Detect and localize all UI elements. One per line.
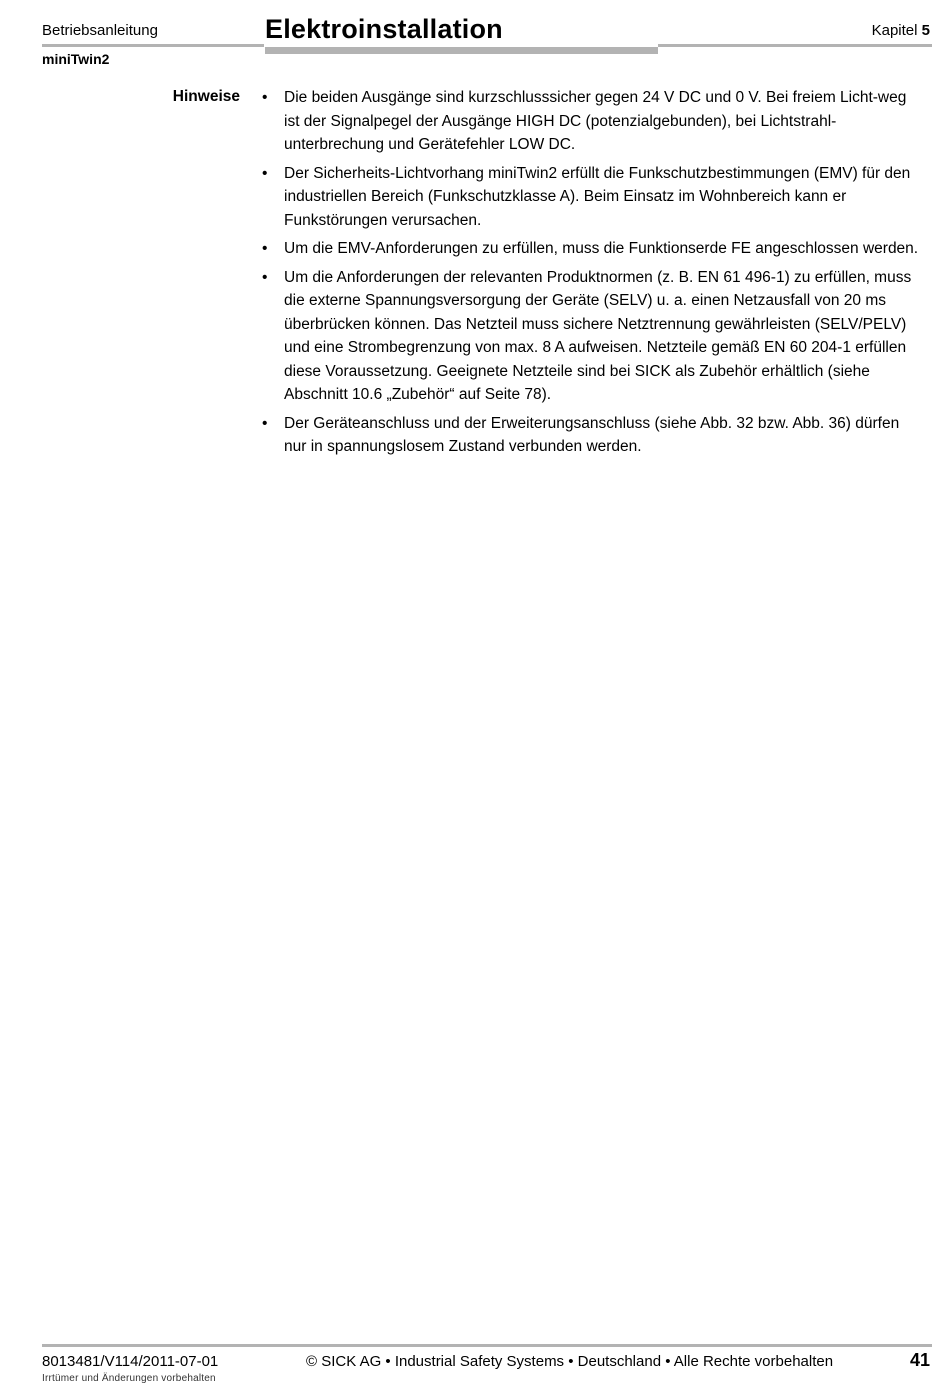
notes-list <box>262 86 922 464</box>
note-text: Um die EMV-Anforderungen zu erfüllen, muss die Funktionserde FE angeschlossen werden. <box>284 240 919 257</box>
note-text: Der Geräteanschluss und der Erweiterungsanschluss (siehe Abb. 32 bzw. Abb. 36) dürfen nur in spannungslosem Zustand verbunden werden. <box>284 414 900 455</box>
bullet-icon: • <box>262 268 268 286</box>
note-text: Der Sicherheits-Lichtvorhang miniTwin2 erfüllt die Funkschutzbestimmungen (EMV) für den industriellen Bereich (Funkschutzklasse A). Beim Einsatz im Wohnbereich kann er Funkstörungen verursachen. <box>284 164 911 229</box>
header-rule-left <box>42 44 264 47</box>
copyright: © SICK AG • Industrial Safety Systems • Deutschland • Alle Rechte vorbehalten <box>306 1353 834 1370</box>
disclaimer: Irrtümer und Änderungen vorbehalten <box>42 1373 216 1384</box>
bullet-icon: • <box>262 240 268 257</box>
document-number: 8013481/V114/2011-07-01 <box>42 1353 219 1370</box>
header-rule-title <box>265 47 658 54</box>
bullet-icon: • <box>262 89 268 106</box>
note-text: Die beiden Ausgänge sind kurzschlusssicher gegen 24 V DC und 0 V. Bei freiem Licht-weg ist der Signalpegel der Ausgänge HIGH DC (potenzialgebunden), bei Lichtstrahl-unterbrechung und Gerätefehler LOW DC. <box>284 89 907 153</box>
page-number: 41 <box>909 1350 930 1370</box>
list-item <box>262 237 922 261</box>
footer-rule <box>42 1344 932 1347</box>
list-item <box>262 266 922 407</box>
list-item <box>262 86 922 157</box>
product-name: miniTwin2 <box>42 51 110 67</box>
bullet-icon: • <box>262 164 268 182</box>
list-item <box>262 162 922 233</box>
side-label: Hinweise <box>172 88 240 105</box>
header-rule-right <box>658 44 932 47</box>
doc-type: Betriebsanleitung <box>42 22 158 39</box>
page-title: Elektroinstallation <box>265 14 503 44</box>
note-text: Um die Anforderungen der relevanten Produktnormen (z. B. EN 61 496-1) zu erfüllen, muss die externe Spannungsversorgung der Geräte (SELV) u. a. einen Netzausfall von 20 ms überbrücken können. Das Netzteil muss sichere Netztrennung gewährleisten (SELV/PELV) und eine Strombegrenzung von max. 8 A aufweisen. Netzteile gemäß EN 60 204-1 erfüllen diese Voraussetzung. Geeignete Netzteile sind bei SICK als Zubehör erhältlich (siehe Abschnitt 10.6 „Zubehör“ auf Seite 78). <box>284 268 912 403</box>
chapter-number: 5 <box>921 22 930 39</box>
chapter-indicator <box>872 22 930 39</box>
bullet-icon: • <box>262 414 268 432</box>
chapter-label: Kapitel <box>871 22 918 39</box>
list-item <box>262 412 922 459</box>
